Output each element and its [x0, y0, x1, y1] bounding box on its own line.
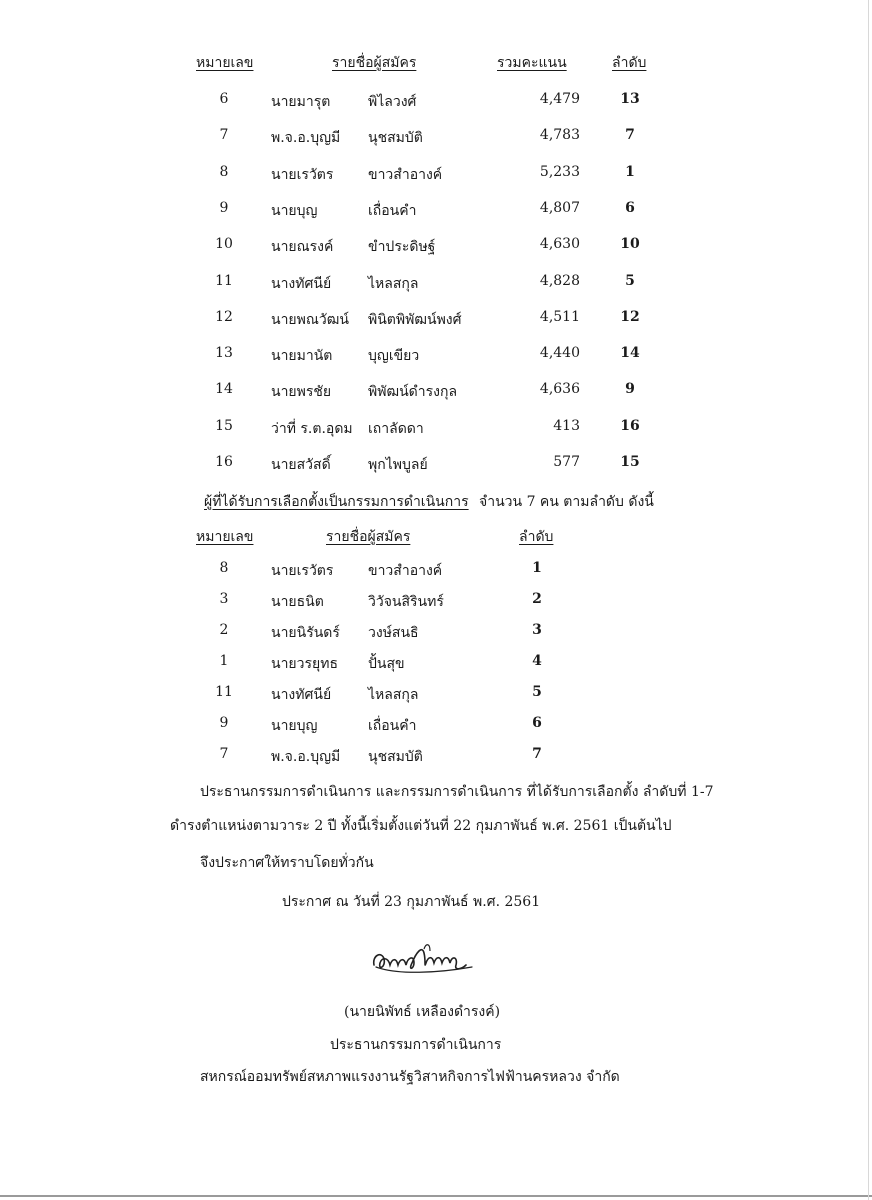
candidate-score: 5,233	[539, 163, 580, 180]
candidate-rank: 16	[620, 417, 640, 434]
candidate-rank: 15	[620, 454, 640, 470]
elected-number: 8	[219, 560, 229, 576]
scan-edge-bottom	[0, 1195, 872, 1197]
candidate-number: 15	[215, 417, 233, 434]
candidate-last-name: ไหลสกุล	[368, 275, 419, 292]
candidate-row	[0, 418, 872, 444]
elected-rank: 5	[532, 684, 542, 700]
elected-last-name: เถื่อนคำ	[368, 718, 417, 734]
candidate-number: 11	[215, 272, 233, 289]
candidate-last-name: นุชสมบัติ	[368, 130, 423, 147]
candidate-score: 4,783	[539, 127, 580, 144]
candidate-first-name: นายสวัสดิ์	[271, 457, 331, 473]
elected-header-name: รายชื่อผู้สมัคร	[326, 529, 411, 545]
candidate-row	[0, 345, 872, 371]
signer-name: (นายนิพัทธ์ เหลืองดำรงค์)	[344, 1004, 501, 1020]
candidate-number: 8	[219, 163, 229, 180]
elected-first-name: นายนิรันดร์	[271, 625, 340, 641]
candidate-rank: 14	[620, 345, 640, 362]
candidate-score: 4,807	[539, 199, 580, 216]
elected-last-name: ไหลสกุล	[368, 687, 419, 703]
candidate-first-name: นายพรชัย	[271, 384, 332, 401]
candidate-rank: 13	[620, 91, 640, 107]
candidate-row	[0, 273, 872, 299]
candidate-first-name: พ.จ.อ.บุญมี	[271, 130, 341, 147]
elected-row	[0, 591, 872, 617]
elected-last-name: ขาวสำอางค์	[368, 563, 443, 579]
header-num: หมายเลข	[196, 55, 254, 71]
elected-first-name: นายวรยุทธ	[271, 656, 338, 672]
candidate-rank: 12	[620, 308, 640, 325]
candidate-first-name: นายบุญ	[271, 202, 318, 219]
candidate-score: 4,440	[539, 345, 580, 362]
elected-rank: 1	[532, 560, 542, 576]
term-paragraph-line2: ดำรงตำแหน่งตามวาระ 2 ปี ทั้งนี้เริ่มตั้งแต่วันที่ 22 กุมภาพันธ์ พ.ศ. 2561 เป็นต้นไป	[170, 818, 672, 834]
elected-last-name: นุชสมบัติ	[368, 749, 423, 765]
elected-header-num: หมายเลข	[196, 529, 254, 545]
signature-image	[368, 935, 478, 985]
candidate-last-name: พิไลวงศ์	[368, 94, 417, 110]
header-name: รายชื่อผู้สมัคร	[332, 55, 417, 71]
candidate-row	[0, 381, 872, 407]
elected-first-name: นายธนิต	[271, 594, 324, 610]
candidate-rank: 5	[625, 272, 635, 289]
elected-header-rank: ลำดับ	[519, 529, 554, 545]
candidate-score: 4,828	[539, 272, 580, 289]
candidate-number: 9	[219, 199, 229, 216]
elected-row	[0, 684, 872, 710]
candidate-rank: 1	[625, 163, 635, 180]
candidate-score: 577	[553, 454, 580, 470]
elected-rank: 7	[532, 746, 542, 762]
candidate-row	[0, 91, 872, 117]
elected-number: 3	[219, 591, 229, 607]
elected-row	[0, 715, 872, 741]
elected-first-name: พ.จ.อ.บุญมี	[271, 749, 341, 765]
candidate-number: 6	[219, 91, 229, 107]
candidate-first-name: นายมานัต	[271, 348, 333, 365]
candidate-first-name: นางทัศนีย์	[271, 275, 332, 292]
elected-first-name: นายบุญ	[271, 718, 318, 734]
candidate-number: 12	[215, 308, 233, 325]
candidate-last-name: พิพัฒน์ดำรงกุล	[368, 384, 458, 401]
candidate-last-name: บุญเขียว	[368, 348, 420, 365]
elected-number: 7	[219, 746, 229, 762]
elected-row	[0, 560, 872, 586]
elected-row	[0, 622, 872, 648]
candidate-first-name: นายพณวัฒน์	[271, 311, 349, 328]
candidate-rank: 7	[625, 127, 635, 144]
elected-row	[0, 746, 872, 772]
candidate-first-name: นายณรงค์	[271, 239, 334, 256]
elected-heading-rest: จำนวน 7 คน ตามลำดับ ดังนี้	[479, 494, 654, 510]
candidate-score: 4,479	[539, 91, 580, 107]
elected-rank: 3	[532, 622, 542, 638]
candidate-number: 13	[215, 345, 233, 362]
candidate-number: 10	[215, 236, 233, 253]
candidate-row	[0, 309, 872, 335]
candidate-row	[0, 127, 872, 153]
elected-last-name: วิวัจนสิรินทร์	[368, 594, 444, 610]
candidate-row	[0, 164, 872, 190]
signer-title: ประธานกรรมการดำเนินการ	[330, 1037, 502, 1053]
elected-rank: 2	[532, 591, 542, 607]
candidate-last-name: ขำประดิษฐ์	[368, 239, 436, 256]
candidate-number: 14	[215, 381, 233, 398]
candidate-first-name: นายเรวัตร	[271, 166, 334, 183]
candidate-first-name: ว่าที่ ร.ต.อุดม	[271, 420, 353, 437]
elected-number: 9	[219, 715, 229, 731]
elected-rank: 4	[532, 653, 542, 669]
candidate-last-name: เถื่อนคำ	[368, 202, 417, 219]
candidate-rank: 9	[625, 381, 635, 398]
candidate-row	[0, 454, 872, 480]
elected-first-name: นางทัศนีย์	[271, 687, 332, 703]
elected-heading	[204, 491, 654, 513]
announcement: จึงประกาศให้ทราบโดยทั่วกัน	[200, 855, 374, 871]
candidate-row	[0, 200, 872, 226]
candidate-score: 413	[553, 417, 580, 434]
elected-first-name: นายเรวัตร	[271, 563, 334, 579]
candidate-score: 4,511	[539, 308, 580, 325]
elected-rank: 6	[532, 715, 542, 731]
date-line: ประกาศ ณ วันที่ 23 กุมภาพันธ์ พ.ศ. 2561	[282, 894, 541, 910]
candidate-number: 16	[215, 454, 233, 470]
candidate-last-name: เถาลัดดา	[368, 420, 424, 437]
elected-number: 2	[219, 622, 229, 638]
candidate-last-name: ขาวสำอางค์	[368, 166, 443, 183]
candidate-score: 4,636	[539, 381, 580, 398]
header-score: รวมคะแนน	[497, 55, 567, 71]
elected-number: 1	[219, 653, 229, 669]
elected-last-name: ปั้นสุข	[368, 656, 405, 672]
candidate-rank: 6	[625, 199, 635, 216]
candidate-rank: 10	[620, 236, 640, 253]
header-rank: ลำดับ	[612, 55, 647, 71]
candidate-number: 7	[219, 127, 229, 144]
candidate-last-name: พินิตพิพัฒน์พงศ์	[368, 311, 462, 328]
elected-last-name: วงษ์สนธิ	[368, 625, 419, 641]
elected-number: 11	[215, 684, 233, 700]
term-paragraph-line1: ประธานกรรมการดำเนินการ และกรรมการดำเนินการ ที่ได้รับการเลือกตั้ง ลำดับที่ 1-7	[200, 784, 714, 800]
elected-heading-title: ผู้ที่ได้รับการเลือกตั้งเป็นกรรมการดำเนินการ	[204, 494, 469, 510]
candidate-score: 4,630	[539, 236, 580, 253]
candidate-first-name: นายมารุต	[271, 94, 331, 110]
candidate-row	[0, 236, 872, 262]
candidate-last-name: พุกไพบูลย์	[368, 457, 428, 473]
elected-row	[0, 653, 872, 679]
organization-name: สหกรณ์ออมทรัพย์สหภาพแรงงานรัฐวิสาหกิจการไฟฟ้านครหลวง จำกัด	[200, 1069, 620, 1085]
